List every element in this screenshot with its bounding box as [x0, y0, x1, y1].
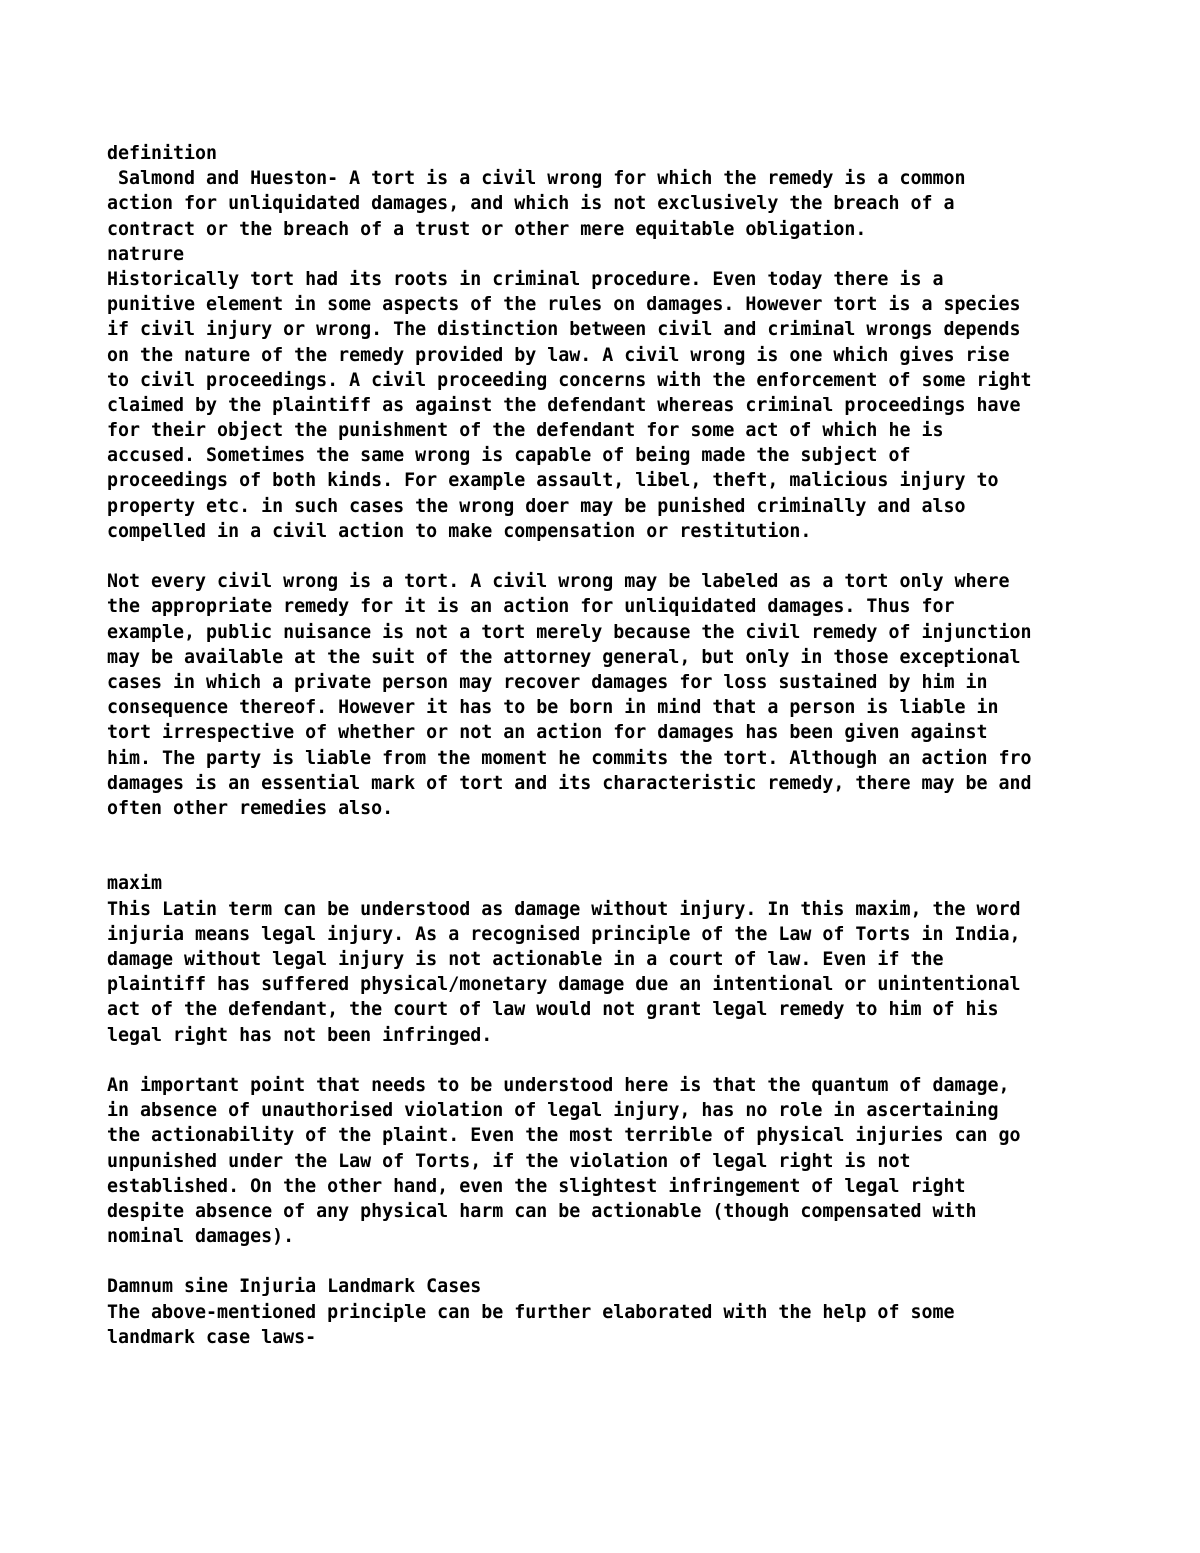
text-line: if civil injury or wrong. The distinction between civil and criminal wrongs depends [107, 319, 1021, 341]
text-line: compelled in a civil action to make compensation or restitution. [107, 520, 812, 542]
text-line: This Latin term can be understood as damage without injury. In this maxim, the word [107, 898, 1021, 920]
text-line: Salmond and Hueston- A tort is a civil wrong for which the remedy is a common [107, 168, 966, 190]
text-line: legal right has not been infringed. [107, 1024, 493, 1046]
section-heading-landmark-cases: Damnum sine Injuria Landmark Cases [107, 1276, 482, 1298]
text-line: in absence of unauthorised violation of legal injury, has no role in ascertaining [107, 1100, 999, 1122]
blank-line [107, 1048, 1167, 1073]
text-line: him. The party is liable from the moment he commits the tort. Although an action fro [107, 747, 1032, 769]
text-line: proceedings of both kinds. For example assault, libel, theft, malicious injury to [107, 470, 999, 492]
text-line: action for unliquidated damages, and which is not exclusively the breach of a [107, 193, 955, 215]
text-line: cases in which a private person may recover damages for loss sustained by him in [107, 671, 988, 693]
text-line: on the nature of the remedy provided by law. A civil wrong is one which gives rise [107, 344, 1010, 366]
text-line: claimed by the plaintiff as against the defendant whereas criminal proceedings have [107, 394, 1021, 416]
text-line: Historically tort had its roots in criminal procedure. Even today there is a [107, 268, 944, 290]
text-line: landmark case laws- [107, 1326, 317, 1348]
text-line: to civil proceedings. A civil proceeding concerns with the enforcement of some right [107, 369, 1032, 391]
text-line: for their object the punishment of the defendant for some act of which he is [107, 420, 944, 442]
text-line: tort irrespective of whether or not an action for damages has been given against [107, 722, 988, 744]
section-heading-maxim: maxim [107, 873, 163, 895]
text-line: established. On the other hand, even the slightest infringement of legal right [107, 1175, 966, 1197]
text-line: punitive element in some aspects of the rules on damages. However tort is a species [107, 294, 1021, 316]
text-line: property etc. in such cases the wrong doer may be punished criminally and also [107, 495, 966, 517]
text-line: Not every civil wrong is a tort. A civil wrong may be labeled as a tort only where [107, 571, 1010, 593]
text-line: plaintiff has suffered physical/monetary damage due an intentional or unintentional [107, 974, 1021, 996]
blank-line [107, 821, 1167, 846]
text-line: injuria means legal injury. As a recognised principle of the Law of Torts in India, [107, 923, 1021, 945]
blank-line [107, 846, 1167, 871]
text-line: example, public nuisance is not a tort merely because the civil remedy of injunction [107, 621, 1032, 643]
text-line: The above-mentioned principle can be further elaborated with the help of some [107, 1301, 955, 1323]
text-line: may be available at the suit of the attorney general, but only in those exceptional [107, 646, 1021, 668]
text-line: nominal damages). [107, 1226, 295, 1248]
text-line: contract or the breach of a trust or other mere equitable obligation. [107, 218, 867, 240]
text-line: damages is an essential mark of tort and its characteristic remedy, there may be and [107, 772, 1032, 794]
section-heading-nature: natrure [107, 243, 185, 265]
text-line: act of the defendant, the court of law would not grant legal remedy to him of his [107, 999, 999, 1021]
blank-line [107, 544, 1167, 569]
blank-line [107, 1249, 1167, 1274]
section-heading-definition: definition [107, 143, 218, 164]
text-line: often other remedies also. [107, 797, 394, 819]
text-line: consequence thereof. However it has to be born in mind that a person is liable in [107, 697, 999, 719]
text-line: despite absence of any physical harm can be actionable (though compensated with [107, 1200, 977, 1222]
text-line: unpunished under the Law of Torts, if the violation of legal right is not [107, 1150, 911, 1172]
document-page [107, 141, 1167, 1350]
text-line: the appropriate remedy for it is an action for unliquidated damages. Thus for [107, 596, 955, 618]
text-line: An important point that needs to be understood here is that the quantum of damage, [107, 1074, 1010, 1096]
text-line: accused. Sometimes the same wrong is capable of being made the subject of [107, 445, 911, 467]
text-line: damage without legal injury is not actionable in a court of law. Even if the [107, 949, 944, 970]
text-line: the actionability of the plaint. Even the most terrible of physical injuries can go [107, 1125, 1021, 1147]
